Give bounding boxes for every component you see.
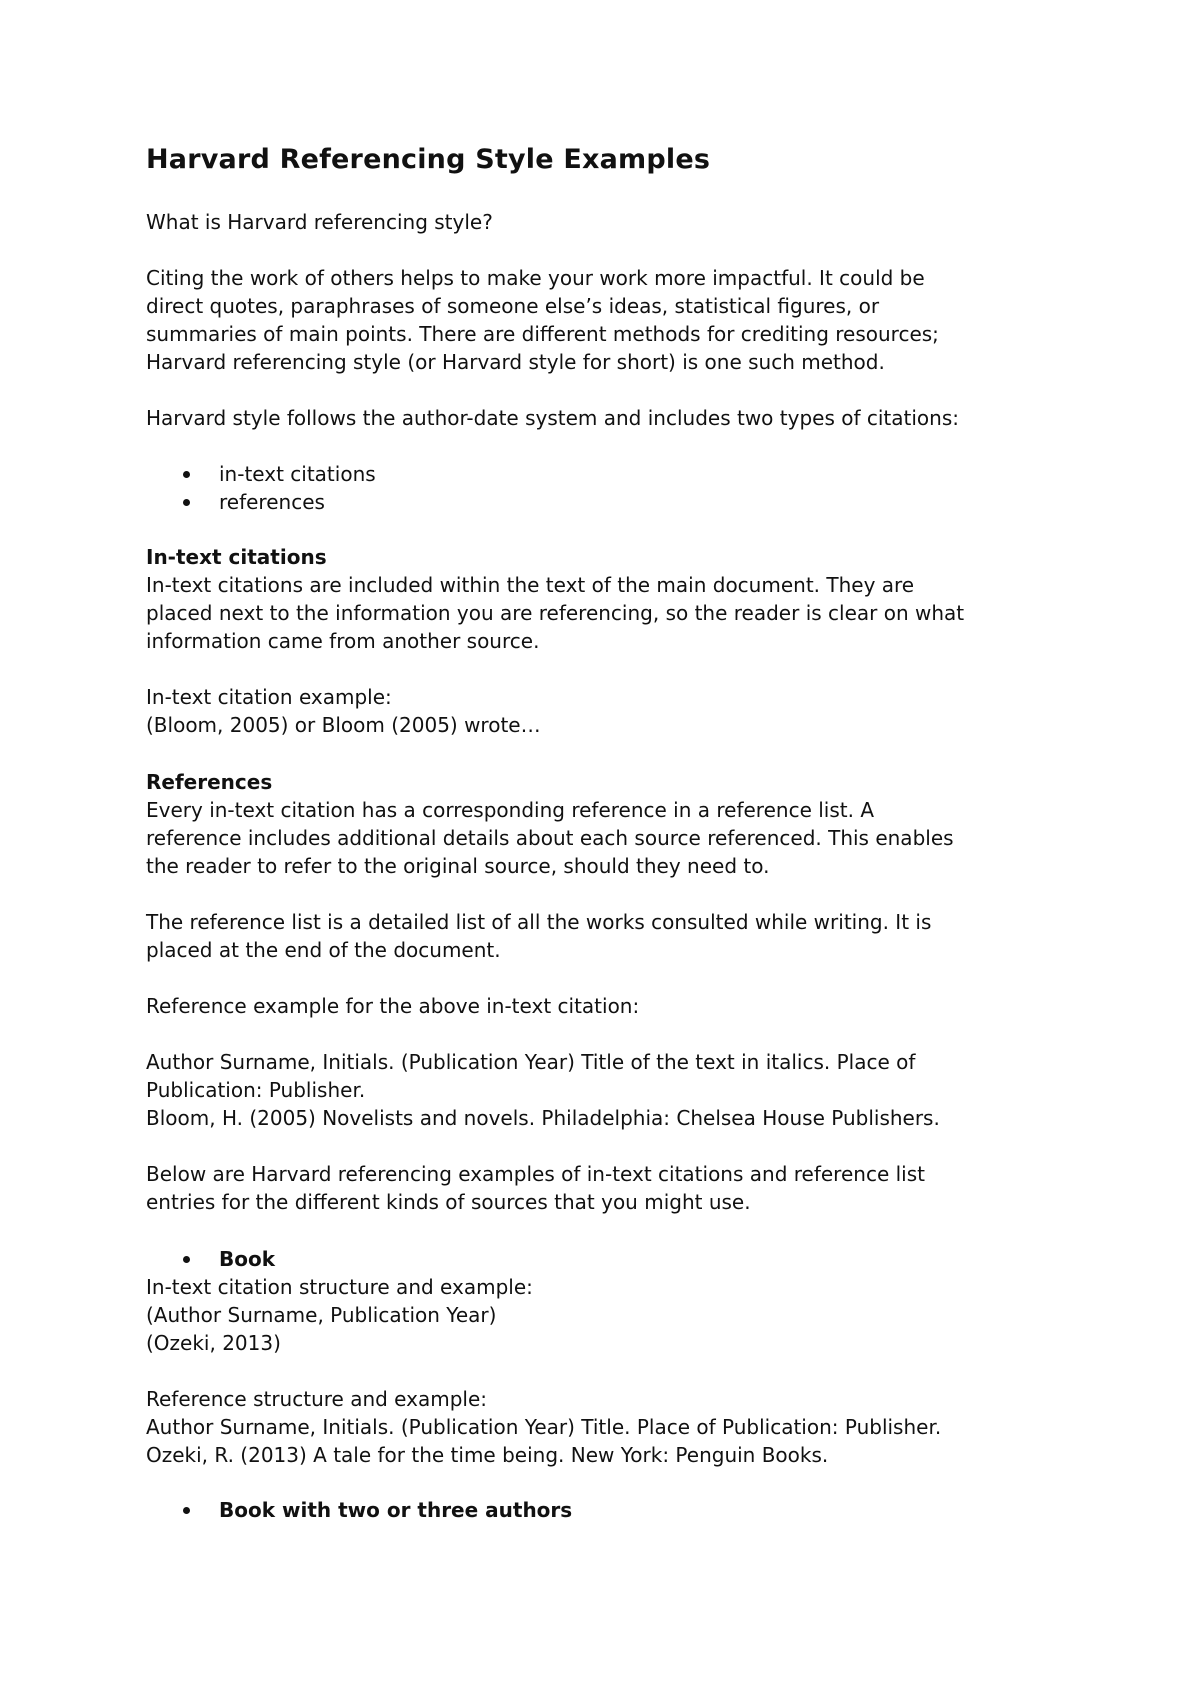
page-title: Harvard Referencing Style Examples bbox=[146, 144, 711, 175]
below-line: entries for the different kinds of sources that you might use. bbox=[146, 1190, 751, 1214]
list-item-text: Book bbox=[219, 1247, 276, 1271]
intext-paragraph bbox=[146, 571, 1086, 655]
intro-line: Citing the work of others helps to make your work more impactful. It could be bbox=[146, 266, 925, 290]
references-line: reference includes additional details about each source referenced. This enables bbox=[146, 826, 954, 850]
book-reference-line: Reference structure and example: bbox=[146, 1387, 487, 1411]
intro-paragraph bbox=[146, 264, 1086, 376]
book-reference-line: Author Surname, Initials. (Publication Year) Title. Place of Publication: Publisher. bbox=[146, 1415, 942, 1439]
bullet-icon bbox=[183, 1507, 190, 1514]
list-item-text: references bbox=[219, 490, 325, 514]
intext-line: information came from another source. bbox=[146, 629, 540, 653]
reference-list-line: placed at the end of the document. bbox=[146, 938, 501, 962]
book-intext-line: (Ozeki, 2013) bbox=[146, 1331, 281, 1355]
intext-heading: In-text citations bbox=[146, 545, 327, 569]
below-line: Below are Harvard referencing examples of in-text citations and reference list bbox=[146, 1162, 925, 1186]
intext-line: placed next to the information you are referencing, so the reader is clear on what bbox=[146, 601, 965, 625]
intext-example-label: In-text citation example: bbox=[146, 685, 392, 709]
intext-example-value: (Bloom, 2005) or Bloom (2005) wrote… bbox=[146, 713, 541, 737]
references-heading: References bbox=[146, 770, 273, 794]
reference-format-line: Author Surname, Initials. (Publication Year) Title of the text in italics. Place of bbox=[146, 1050, 916, 1074]
reference-format-line: Publication: Publisher. bbox=[146, 1078, 366, 1102]
intext-line: In-text citations are included within the text of the main document. They are bbox=[146, 573, 915, 597]
reference-format bbox=[146, 1048, 1086, 1132]
reference-example-label: Reference example for the above in-text citation: bbox=[146, 994, 640, 1018]
below-paragraph bbox=[146, 1160, 1086, 1216]
book-intext-line: (Author Surname, Publication Year) bbox=[146, 1303, 497, 1327]
book-reference-example bbox=[146, 1385, 1086, 1469]
bullet-icon bbox=[183, 499, 190, 506]
bullet-icon bbox=[183, 471, 190, 478]
intro-line: summaries of main points. There are different methods for crediting resources; bbox=[146, 322, 939, 346]
references-line: Every in-text citation has a corresponding reference in a reference list. A bbox=[146, 798, 874, 822]
system-paragraph: Harvard style follows the author-date system and includes two types of citations: bbox=[146, 406, 959, 430]
references-line: the reader to refer to the original source, should they need to. bbox=[146, 854, 770, 878]
question-text: What is Harvard referencing style? bbox=[146, 210, 493, 234]
intext-example bbox=[146, 683, 1086, 739]
references-paragraph bbox=[146, 796, 1086, 880]
intro-line: Harvard referencing style (or Harvard style for short) is one such method. bbox=[146, 350, 885, 374]
reference-list-paragraph bbox=[146, 908, 1086, 964]
book-intext-line: In-text citation structure and example: bbox=[146, 1275, 533, 1299]
book-reference-line: Ozeki, R. (2013) A tale for the time being. New York: Penguin Books. bbox=[146, 1443, 829, 1467]
intro-line: direct quotes, paraphrases of someone else’s ideas, statistical figures, or bbox=[146, 294, 880, 318]
reference-format-line: Bloom, H. (2005) Novelists and novels. Philadelphia: Chelsea House Publishers. bbox=[146, 1106, 940, 1130]
reference-list-line: The reference list is a detailed list of all the works consulted while writing. It is bbox=[146, 910, 932, 934]
bullet-icon bbox=[183, 1256, 190, 1263]
list-item-text: in-text citations bbox=[219, 462, 376, 486]
book-intext-example bbox=[146, 1273, 1086, 1357]
list-item-text: Book with two or three authors bbox=[219, 1498, 573, 1522]
